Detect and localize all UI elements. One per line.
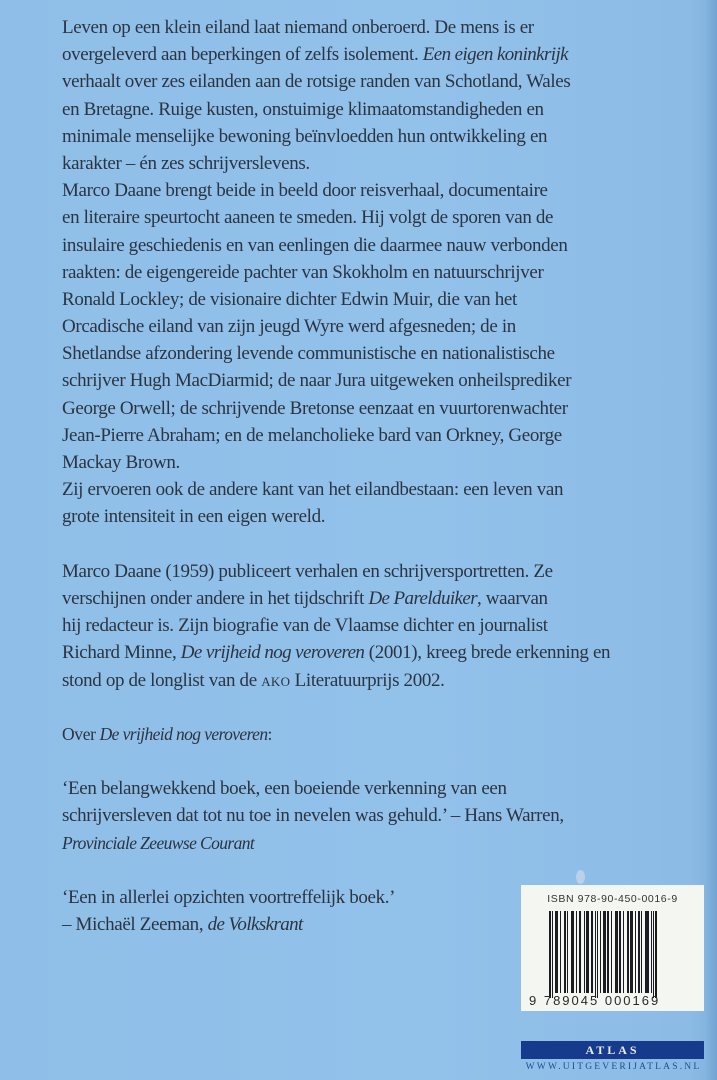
bio-line — [62, 585, 682, 612]
blurb-line: Zij ervoeren ook de andere kant van het eilandbestaan: een leven van — [62, 479, 564, 501]
ako-smallcaps: AKO — [261, 673, 291, 689]
spacer — [62, 748, 682, 775]
blurb-line: schrijver Hugh MacDiarmid; de naar Jura uitgeweken onheilsprediker — [62, 370, 572, 392]
isbn-label: ISBN 978-90-450-0016-9 — [547, 893, 678, 905]
spacer — [62, 531, 682, 558]
reviews-heading — [62, 721, 682, 748]
bio-text-span: Richard Minne, — [62, 642, 181, 664]
heading-title-italic: De vrijheid nog veroveren — [99, 723, 268, 744]
bio-line — [62, 667, 682, 694]
quote-line: schrijversleven dat tot nu toe in nevelen was gehuld.’ – Hans Warren, — [62, 805, 564, 827]
newspaper-title-italic: Provinciale Zeeuwse Courant — [62, 832, 255, 853]
heading-text: : — [267, 723, 272, 744]
publisher-logo-bar: ATLAS — [521, 1041, 704, 1059]
blurb-text — [62, 14, 682, 938]
blurb-line: karakter – én zes schrijverslevens. — [62, 152, 310, 174]
blurb-line — [62, 41, 682, 68]
barcode-bars — [549, 911, 697, 993]
blurb-text-span: overgeleverd aan beperkingen of zelfs isolement. — [62, 44, 423, 66]
attribution-text: – Michaël Zeeman, — [62, 914, 208, 936]
bio-text-span: stond op de longlist van de — [62, 669, 262, 691]
quote-source — [62, 830, 682, 857]
quote-line: ‘Een in allerlei opzichten voortreffelijk boek.’ — [62, 887, 396, 908]
magazine-title-italic: De Parelduiker — [368, 587, 477, 609]
cover-edge-shadow — [705, 0, 717, 1080]
bio-line: Marco Daane (1959) publiceert verhalen en schrijversportretten. Ze — [62, 560, 553, 582]
blurb-line: Mackay Brown. — [62, 452, 180, 473]
barcode-digits: 9 789045 000169 — [529, 993, 661, 1008]
blurb-line: en literaire speurtocht aaneen te smeden. Hij volgt de sporen van de — [62, 207, 554, 229]
blurb-line: en Bretagne. Ruige kusten, onstuimige klimaatomstandigheden en — [62, 98, 544, 120]
biography-title-italic: De vrijheid nog veroveren — [180, 642, 365, 664]
bio-text-span: verschijnen onder andere in het tijdschrift — [62, 587, 369, 609]
blurb-line: verhaalt over zes eilanden aan de rotsige randen van Schotland, Wales — [62, 71, 571, 93]
bio-text-span: , waarvan — [477, 587, 548, 609]
blurb-line: Jean-Pierre Abraham; en de melancholieke bard van Orkney, George — [62, 424, 562, 446]
cover-smudge — [576, 870, 585, 884]
blurb-line: raakten: de eigengereide pachter van Skokholm en natuurschrijver — [62, 261, 544, 283]
isbn-barcode — [521, 885, 704, 1011]
bio-text-span: (2001), kreeg brede erkenning en — [364, 642, 611, 664]
spacer — [62, 694, 682, 721]
blurb-line: George Orwell; de schrijvende Bretonse eenzaat en vuurtorenwachter — [62, 397, 568, 419]
heading-text: Over — [62, 723, 100, 744]
spacer — [62, 857, 682, 884]
author-bio — [62, 558, 682, 694]
publisher-url: WWW.UITGEVERIJATLAS.NL — [525, 1062, 702, 1072]
newspaper-title-italic: de Volkskrant — [207, 914, 303, 936]
blurb-line: insulaire geschiedenis en van eenlingen die daarmee nauw verbonden — [62, 234, 568, 256]
quote-line: ‘Een belangwekkend boek, een boeiende verkenning van een — [62, 778, 507, 800]
blurb-line: Ronald Lockley; de visionaire dichter Edwin Muir, die van het — [62, 288, 517, 310]
bio-text-span: Literatuurprijs 2002. — [290, 669, 445, 691]
blurb-line: grote intensiteit in een eigen wereld. — [62, 506, 326, 528]
bio-line — [62, 639, 682, 666]
blurb-line: Marco Daane brengt beide in beeld door reisverhaal, documentaire — [62, 180, 548, 202]
book-title-italic: Een eigen koninkrijk — [422, 44, 568, 66]
blurb-line: minimale menselijke bewoning beïnvloedden hun ontwikkeling en — [62, 125, 548, 147]
blurb-line: Leven op een klein eiland laat niemand onberoerd. De mens is er — [62, 17, 534, 38]
blurb-line: Orcadische eiland van zijn jeugd Wyre werd afgesneden; de in — [62, 316, 516, 338]
review-quote-1 — [62, 775, 682, 857]
blurb-line: Shetlandse afzondering levende communistische en nationalistische — [62, 343, 555, 365]
bio-line: hij redacteur is. Zijn biografie van de Vlaamse dichter en journalist — [62, 615, 548, 637]
